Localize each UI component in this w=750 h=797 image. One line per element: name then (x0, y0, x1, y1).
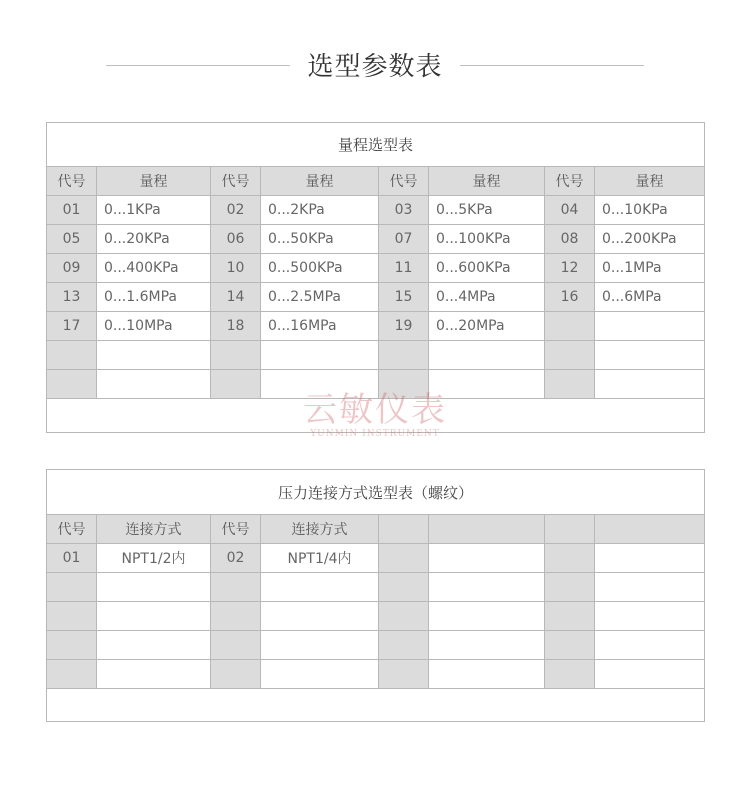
table-header-row (47, 515, 705, 544)
code-cell (379, 660, 429, 689)
code-cell: 01 (47, 196, 97, 225)
value-cell: 0...2KPa (261, 196, 379, 225)
code-cell: 12 (545, 254, 595, 283)
code-cell (545, 631, 595, 660)
table-row (47, 196, 705, 225)
column-header: 代号 (545, 167, 595, 196)
value-cell: 0...100KPa (429, 225, 545, 254)
value-cell (595, 370, 705, 399)
column-header: 代号 (211, 167, 261, 196)
watermark-text-cn: 云敏仪表 (303, 390, 447, 430)
code-cell: 17 (47, 312, 97, 341)
value-cell (595, 660, 705, 689)
code-cell (379, 631, 429, 660)
table-footer-cell (47, 399, 705, 433)
column-header (545, 515, 595, 544)
column-header: 代号 (379, 167, 429, 196)
code-cell: 08 (545, 225, 595, 254)
value-cell (97, 602, 211, 631)
code-cell (379, 602, 429, 631)
code-cell (545, 341, 595, 370)
value-cell: 0...1MPa (595, 254, 705, 283)
value-cell (429, 573, 545, 602)
code-cell (211, 370, 261, 399)
value-cell: 0...4MPa (429, 283, 545, 312)
code-cell (545, 370, 595, 399)
value-cell (429, 631, 545, 660)
table-row (47, 602, 705, 631)
table-row (47, 254, 705, 283)
header-divider-left (106, 65, 290, 66)
code-cell (47, 370, 97, 399)
table-footer-row (47, 399, 705, 433)
code-cell (545, 602, 595, 631)
value-cell (429, 544, 545, 573)
column-header: 代号 (211, 515, 261, 544)
code-cell (211, 573, 261, 602)
range-selection-table (46, 122, 705, 433)
value-cell: 0...1KPa (97, 196, 211, 225)
value-cell (595, 312, 705, 341)
watermark-text-en: YUNMIN INSTRUMENT (310, 429, 440, 439)
value-cell (429, 602, 545, 631)
value-cell (429, 660, 545, 689)
code-cell (47, 660, 97, 689)
code-cell: 03 (379, 196, 429, 225)
code-cell (47, 573, 97, 602)
table-caption-row (47, 470, 705, 515)
table-row (47, 631, 705, 660)
table-row (47, 573, 705, 602)
value-cell: 0...600KPa (429, 254, 545, 283)
value-cell: 0...20KPa (97, 225, 211, 254)
column-header: 量程 (595, 167, 705, 196)
value-cell: 0...400KPa (97, 254, 211, 283)
value-cell (97, 631, 211, 660)
table-header-row (47, 167, 705, 196)
value-cell: 0...20MPa (429, 312, 545, 341)
code-cell (545, 544, 595, 573)
code-cell: 13 (47, 283, 97, 312)
value-cell: 0...50KPa (261, 225, 379, 254)
value-cell (261, 370, 379, 399)
value-cell: 0...5KPa (429, 196, 545, 225)
code-cell: 02 (211, 196, 261, 225)
value-cell: 0...10KPa (595, 196, 705, 225)
value-cell (97, 573, 211, 602)
value-cell: 0...200KPa (595, 225, 705, 254)
value-cell (429, 370, 545, 399)
value-cell (261, 631, 379, 660)
column-header (595, 515, 705, 544)
value-cell: 0...10MPa (97, 312, 211, 341)
value-cell (261, 602, 379, 631)
column-header: 代号 (47, 515, 97, 544)
code-cell: 04 (545, 196, 595, 225)
code-cell: 09 (47, 254, 97, 283)
column-header: 连接方式 (261, 515, 379, 544)
table-caption-row (47, 123, 705, 167)
code-cell (47, 631, 97, 660)
connection-selection-table (46, 469, 705, 722)
table-row (47, 370, 705, 399)
page-title: 选型参数表 (307, 52, 443, 82)
header-divider-right (460, 65, 644, 66)
column-header: 连接方式 (97, 515, 211, 544)
code-cell (545, 312, 595, 341)
value-cell: 0...6MPa (595, 283, 705, 312)
page-header (0, 40, 750, 90)
value-cell (595, 341, 705, 370)
code-cell: 01 (47, 544, 97, 573)
value-cell (97, 370, 211, 399)
table-footer-cell (47, 689, 705, 722)
value-cell: 0...16MPa (261, 312, 379, 341)
value-cell: 0...1.6MPa (97, 283, 211, 312)
code-cell (379, 573, 429, 602)
value-cell (429, 341, 545, 370)
column-header: 量程 (429, 167, 545, 196)
column-header (379, 515, 429, 544)
table-row (47, 283, 705, 312)
value-cell (261, 341, 379, 370)
value-cell (261, 573, 379, 602)
code-cell: 18 (211, 312, 261, 341)
code-cell (545, 660, 595, 689)
code-cell (211, 631, 261, 660)
table-row (47, 544, 705, 573)
value-cell: 0...500KPa (261, 254, 379, 283)
column-header: 代号 (47, 167, 97, 196)
code-cell (211, 602, 261, 631)
code-cell: 06 (211, 225, 261, 254)
code-cell: 16 (545, 283, 595, 312)
value-cell (97, 341, 211, 370)
value-cell (595, 544, 705, 573)
code-cell (211, 341, 261, 370)
code-cell: 10 (211, 254, 261, 283)
table-row (47, 660, 705, 689)
code-cell: 14 (211, 283, 261, 312)
code-cell (379, 370, 429, 399)
table-footer-row (47, 689, 705, 722)
value-cell (595, 573, 705, 602)
table-caption: 压力连接方式选型表（螺纹） (47, 470, 705, 515)
table-row (47, 312, 705, 341)
value-cell: NPT1/2内 (97, 544, 211, 573)
value-cell: 0...2.5MPa (261, 283, 379, 312)
code-cell (379, 544, 429, 573)
code-cell: 05 (47, 225, 97, 254)
value-cell: NPT1/4内 (261, 544, 379, 573)
code-cell: 11 (379, 254, 429, 283)
column-header: 量程 (97, 167, 211, 196)
value-cell (595, 602, 705, 631)
table-caption: 量程选型表 (47, 123, 705, 167)
code-cell: 19 (379, 312, 429, 341)
column-header (429, 515, 545, 544)
table-row (47, 341, 705, 370)
code-cell: 07 (379, 225, 429, 254)
value-cell (595, 631, 705, 660)
table-row (47, 225, 705, 254)
code-cell (211, 660, 261, 689)
value-cell (97, 660, 211, 689)
code-cell: 15 (379, 283, 429, 312)
code-cell (47, 341, 97, 370)
code-cell: 02 (211, 544, 261, 573)
code-cell (545, 573, 595, 602)
code-cell (47, 602, 97, 631)
value-cell (261, 660, 379, 689)
column-header: 量程 (261, 167, 379, 196)
code-cell (379, 341, 429, 370)
